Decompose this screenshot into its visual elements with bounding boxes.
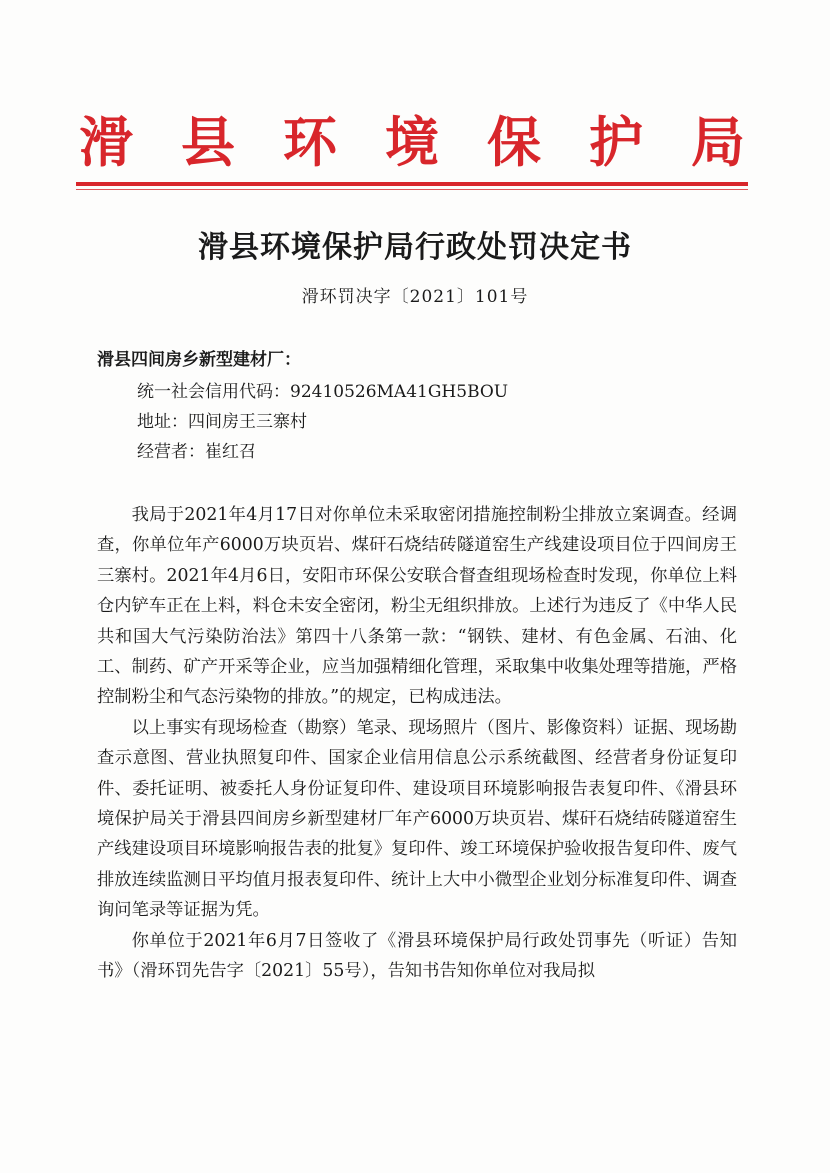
addressee: 滑县四间房乡新型建材厂： bbox=[97, 350, 301, 370]
body-paragraph: 以上事实有现场检查（勘察）笔录、现场照片（图片、影像资料）证据、现场勘查示意图、营业执照复印件、国家企业信用信息公示系统截图、经营者身份证复印件、委托证明、被委托人身份证复印件、建设项目环境影响报告表复印件、《滑县环境保护局关于滑县四间房乡新型建材厂年产6000万块页岩、煤矸石烧结砖隧道窑生产线建设项目环境影响报告表的批复》复印件、竣工环境保护验收报告复印件、废气排放连续监测日平均值月报表复印件、统计上大中小微型企业划分标准复印件、调查询问笔录等证据为凭。 bbox=[97, 717, 737, 921]
address: 地址：四间房王三寨村 bbox=[137, 412, 307, 432]
document-title: 滑县环境保护局行政处罚决定书 bbox=[198, 230, 632, 265]
body-paragraph: 你单位于2021年6月7日签收了《滑县环境保护局行政处罚事先（听证）告知书》（滑环罚先告字〔2021〕55号），告知书告知你单位对我局拟 bbox=[97, 930, 737, 982]
document-number: 滑环罚决字〔2021〕101号 bbox=[301, 287, 529, 307]
body-paragraph: 我局于2021年4月17日对你单位未采取密闭措施控制粉尘排放立案调查。经调查，你单位年产6000万块页岩、煤矸石烧结砖隧道窑生产线建设项目位于四间房王三寨村。2021年4月6日，安阳市环保公安联合督查组现场检查时发现，你单位上料仓内铲车正在上料，料仓未安全密闭，粉尘无组织排放。上述行为违反了《中华人民共和国大气污染防治法》第四十八条第一款：“钢铁、建材、有色金属、石油、化工、制药、矿产开采等企业，应当加强精细化管理，采取集中收集处理等措施，严格控制粉尘和气态污染物的排放。”的规定，已构成违法。 bbox=[97, 505, 737, 708]
operator: 经营者：崔红召 bbox=[137, 442, 256, 462]
letterhead-char: 境 bbox=[385, 110, 439, 174]
letterhead-divider-thin bbox=[76, 189, 748, 190]
letterhead-char: 环 bbox=[283, 110, 337, 174]
letterhead-char: 护 bbox=[589, 110, 643, 174]
letterhead-char: 保 bbox=[487, 110, 541, 174]
document-body bbox=[97, 500, 737, 987]
letterhead-divider bbox=[76, 182, 748, 186]
letterhead-char: 局 bbox=[691, 110, 745, 174]
letterhead-char: 县 bbox=[181, 110, 235, 174]
credit-code: 统一社会信用代码：92410526MA41GH5BOU bbox=[137, 382, 509, 402]
org-letterhead bbox=[76, 110, 748, 174]
letterhead-char: 滑 bbox=[79, 110, 133, 174]
